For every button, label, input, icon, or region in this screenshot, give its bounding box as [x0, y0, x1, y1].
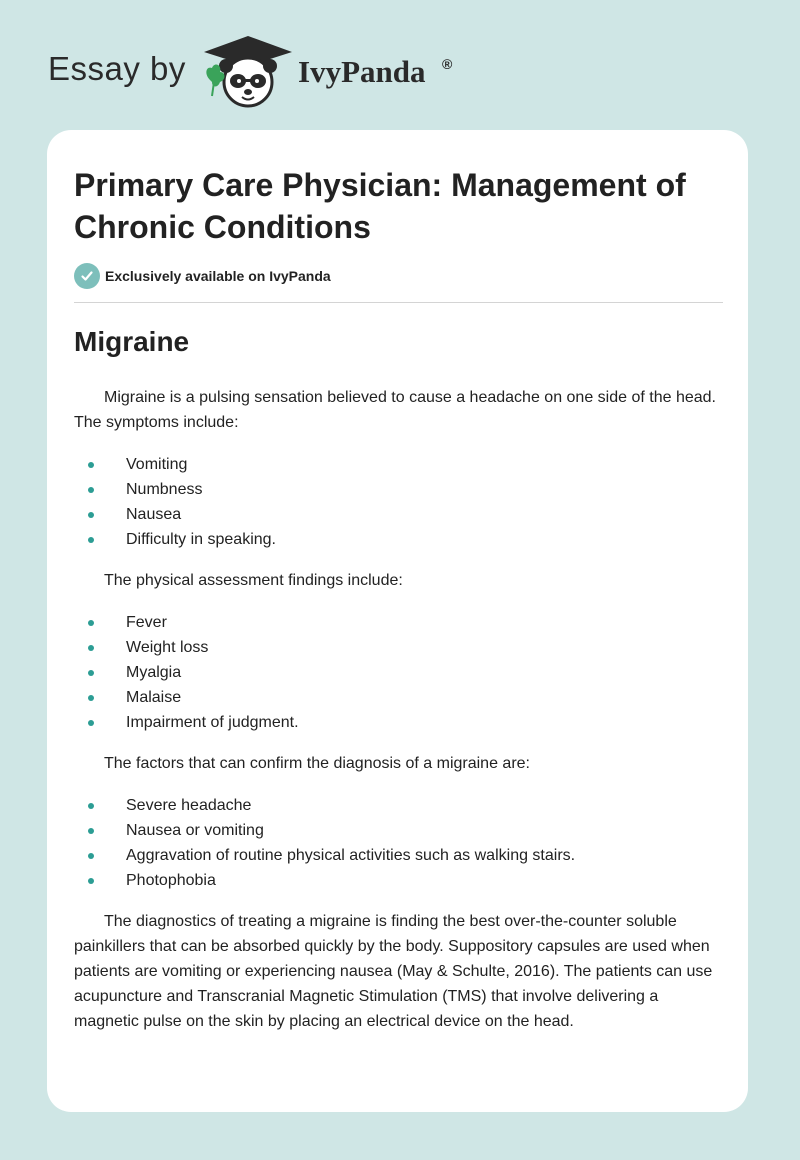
- bullet-icon: [88, 487, 94, 493]
- list-item: Malaise: [74, 685, 724, 710]
- bullet-icon: [88, 828, 94, 834]
- bullet-icon: [88, 695, 94, 701]
- bullet-icon: [88, 720, 94, 726]
- closing-paragraph: The diagnostics of treating a migraine is finding the best over-the-counter soluble painkillers that can be absorbed quickly by the body. Suppository capsules are used when patients are vomiting or experiencing nausea (May & Schulte, 2016). The patients can use acupuncture and Transcranial Magnetic Stimulation (TMS) that involve delivering a magnetic pulse on the skin by placing an electrical device on the head.: [74, 913, 713, 1030]
- bullet-icon: [88, 620, 94, 626]
- intro-paragraph: Migraine is a pulsing sensation believed to cause a headache on one side of the head. The symptoms include:: [74, 389, 716, 431]
- list-item: Nausea: [74, 502, 724, 527]
- divider: [74, 302, 723, 303]
- list-item: Severe headache: [74, 793, 724, 818]
- registered-mark: ®: [442, 56, 453, 72]
- bullet-icon: [88, 462, 94, 468]
- exclusive-badge: [74, 262, 331, 290]
- list-item: Weight loss: [74, 635, 724, 660]
- list-item: Numbness: [74, 477, 724, 502]
- list-item: Nausea or vomiting: [74, 818, 724, 843]
- bullet-icon: [88, 853, 94, 859]
- list-item: Vomiting: [74, 452, 724, 477]
- symptoms-list: [74, 452, 724, 552]
- brand-prefix: Essay by: [48, 50, 186, 87]
- list-item: Photophobia: [74, 868, 724, 893]
- badge-label: Exclusively available on IvyPanda: [105, 268, 331, 284]
- article-body: [74, 385, 724, 1034]
- assessment-list: [74, 610, 724, 735]
- list-item: Myalgia: [74, 660, 724, 685]
- bullet-icon: [88, 537, 94, 543]
- list-item: Impairment of judgment.: [74, 710, 724, 735]
- bullet-icon: [88, 512, 94, 518]
- factors-intro: The factors that can confirm the diagnosis of a migraine are:: [104, 755, 530, 772]
- bullet-icon: [88, 803, 94, 809]
- brand-name[interactable]: IvyPanda: [298, 54, 426, 89]
- page-title: Primary Care Physician: Management of Chronic Conditions: [74, 167, 686, 245]
- bullet-icon: [88, 878, 94, 884]
- list-item: Aggravation of routine physical activities such as walking stairs.: [74, 843, 724, 868]
- bullet-icon: [88, 645, 94, 651]
- article-card: [47, 130, 748, 1112]
- factors-list: [74, 793, 724, 893]
- header: [0, 0, 800, 130]
- assessment-intro: The physical assessment findings include:: [104, 572, 403, 589]
- list-item: Difficulty in speaking.: [74, 527, 724, 552]
- bullet-icon: [88, 670, 94, 676]
- check-icon: [74, 263, 100, 289]
- panda-logo-icon[interactable]: [200, 34, 296, 110]
- list-item: Fever: [74, 610, 724, 635]
- section-heading: Migraine: [74, 326, 190, 357]
